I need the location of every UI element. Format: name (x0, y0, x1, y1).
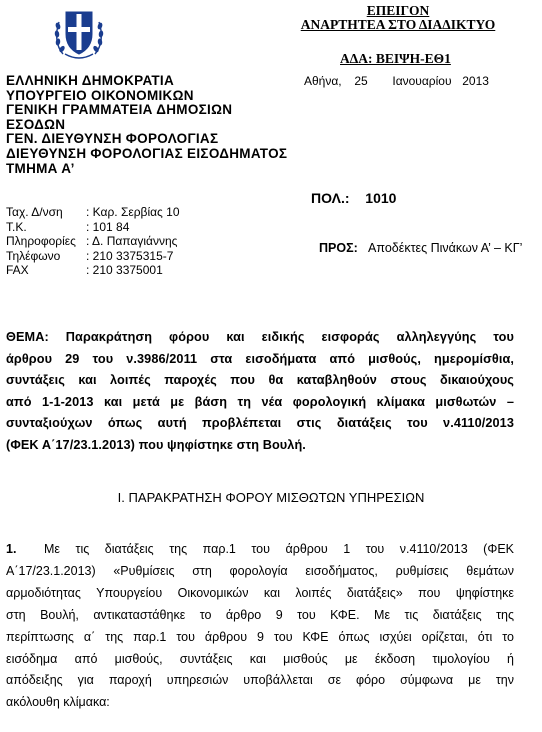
date-month: Ιανουαρίου (392, 74, 452, 88)
postcode-value: : 101 84 (86, 219, 130, 234)
address-value: : Καρ. Σερβίας 10 (86, 205, 180, 219)
paragraph-line: ακόλουθη κλίμακα: (6, 695, 110, 710)
subject-line: συντάξεις και λοιπές παροχές που θα καταβληθούν στους δικαιούχους (6, 373, 514, 388)
paragraph-1 (6, 539, 514, 714)
date-year: 2013 (462, 74, 489, 88)
contact-phone-row (6, 249, 180, 264)
subject-label: ΘΕΜΑ: (6, 330, 49, 344)
fax-label: FAX (6, 263, 29, 277)
info-label: Πληροφορίες (6, 234, 76, 248)
subject-block (6, 327, 514, 457)
subject-line (6, 327, 514, 349)
paragraph-text: Με τις διατάξεις της παρ.1 του άρθρου 1 του ν.4110/2013 (ΦΕΚ (44, 542, 514, 556)
protocol-value: 1010 (365, 190, 397, 206)
sender-line: ΥΠΟΥΡΓΕΙΟ ΟΙΚΟΝΟΜΙΚΩΝ (6, 87, 194, 103)
sender-line: ΓΕΝΙΚΗ ΓΡΑΜΜΑΤΕΙΑ ΔΗΜΟΣΙΩΝ (6, 102, 233, 118)
info-value: : Δ. Παπαγιάννης (86, 234, 178, 248)
sender-line: ΕΣΟΔΩΝ (6, 116, 66, 132)
subject-line: (ΦΕΚ Α΄17/23.1.2013) που ψηφίστηκε στη Βουλή. (6, 437, 306, 452)
contact-info-row (6, 234, 180, 249)
sender-line: ΓΕΝ. ΔΙΕΥΘΥΝΣΗ ΦΟΡΟΛΟΓΙΑΣ (6, 131, 219, 147)
paragraph-line: εισόδημα από μισθούς, συντάξεις και μισθούς με έκδοση τιμολογίου ή (6, 651, 514, 666)
subject-line: από 1-1-2013 και μετά με βάση τη νέα φορολογική κλίμακα μισθωτών – (6, 394, 514, 409)
contact-fax-row (6, 263, 180, 278)
fax-value: : 210 3375001 (86, 263, 163, 277)
paragraph-line: στη Βουλή, αντικαταστάθηκε το άρθρο 9 του ΚΦΕ. Με τις διατάξεις της (6, 607, 514, 622)
urgent-label: ΕΠΕΙΓΟΝ (366, 3, 430, 18)
postcode-label: Τ.Κ. (6, 219, 27, 234)
section-title: Ι. ΠΑΡΑΚΡΑΤΗΣΗ ΦΟΡΟΥ ΜΙΣΘΩΤΩΝ ΥΠΗΡΕΣΙΩΝ (117, 490, 425, 505)
recipient-value: Αποδέκτες Πινάκων Α’ – ΚΓ’ (368, 241, 523, 255)
paragraph-line: Α΄17/23.1.2013) «Ρυθμίσεις στη φορολογία εισοδήματος, ρυθμίσεις θεμάτων (6, 563, 514, 578)
subject-line: συνταξιούχων όπως αυτή προβλέπεται στις διατάξεις του ν.4110/2013 (6, 416, 514, 431)
recipient-label: ΠΡΟΣ: (319, 241, 358, 255)
sender-line: ΔΙΕΥΘΥΝΣΗ ΦΟΡΟΛΟΓΙΑΣ ΕΙΣΟΔΗΜΑΤΟΣ (6, 145, 288, 161)
paragraph-line: περίπτωσης α΄ της παρ.1 του άρθρου 9 του ΚΦΕ όπως ισχύει ορίζεται, ότι το (6, 629, 514, 644)
contact-address-row (6, 205, 180, 220)
phone-label: Τηλέφωνο (6, 248, 61, 263)
recipient (319, 241, 522, 255)
date-line (304, 74, 489, 88)
sender-line: ΤΜΗΜΑ Α’ (6, 160, 75, 176)
protocol-label: ΠΟΛ.: (311, 190, 350, 206)
greek-emblem-icon (53, 4, 105, 64)
paragraph-line (6, 539, 514, 561)
subject-line: άρθρου 29 του ν.3986/2011 στα εισοδήματα από μισθούς, ημερομίσθια, (6, 351, 514, 366)
paragraph-number: 1. (6, 542, 17, 556)
paragraph-line: απόδειξης για παροχή υπηρεσιών υποβάλλεται σε φόρο σύμφωνα με την (6, 673, 514, 688)
address-label: Ταχ. Δ/νση (6, 205, 63, 219)
subject-text: Παρακράτηση φόρου και ειδικής εισφοράς αλληλεγγύης του (65, 330, 515, 344)
internet-posting-label: ΑΝΑΡΤΗΤΕΑ ΣΤΟ ΔΙΑΔΙΚΤΥΟ (300, 17, 496, 32)
ada-code: ΑΔΑ: ΒΕΙΨΗ-ΕΘ1 (340, 51, 451, 66)
contact-postcode-row (6, 220, 180, 235)
sender-line: ΕΛΛΗΝΙΚΗ ΔΗΜΟΚΡΑΤΙΑ (6, 73, 175, 88)
date-city: Αθήνα, (304, 74, 342, 88)
protocol-number (311, 190, 396, 206)
paragraph-line: αρμοδιότητας Υπουργείου Οικονομικών και λοιπές διατάξεις» που ψηφίστηκε (6, 585, 514, 600)
sender-block (6, 74, 287, 176)
contact-block (6, 205, 180, 278)
urgent-stamp (298, 4, 498, 32)
phone-value: : 210 3375315-7 (86, 248, 174, 263)
date-day: 25 (354, 74, 368, 88)
